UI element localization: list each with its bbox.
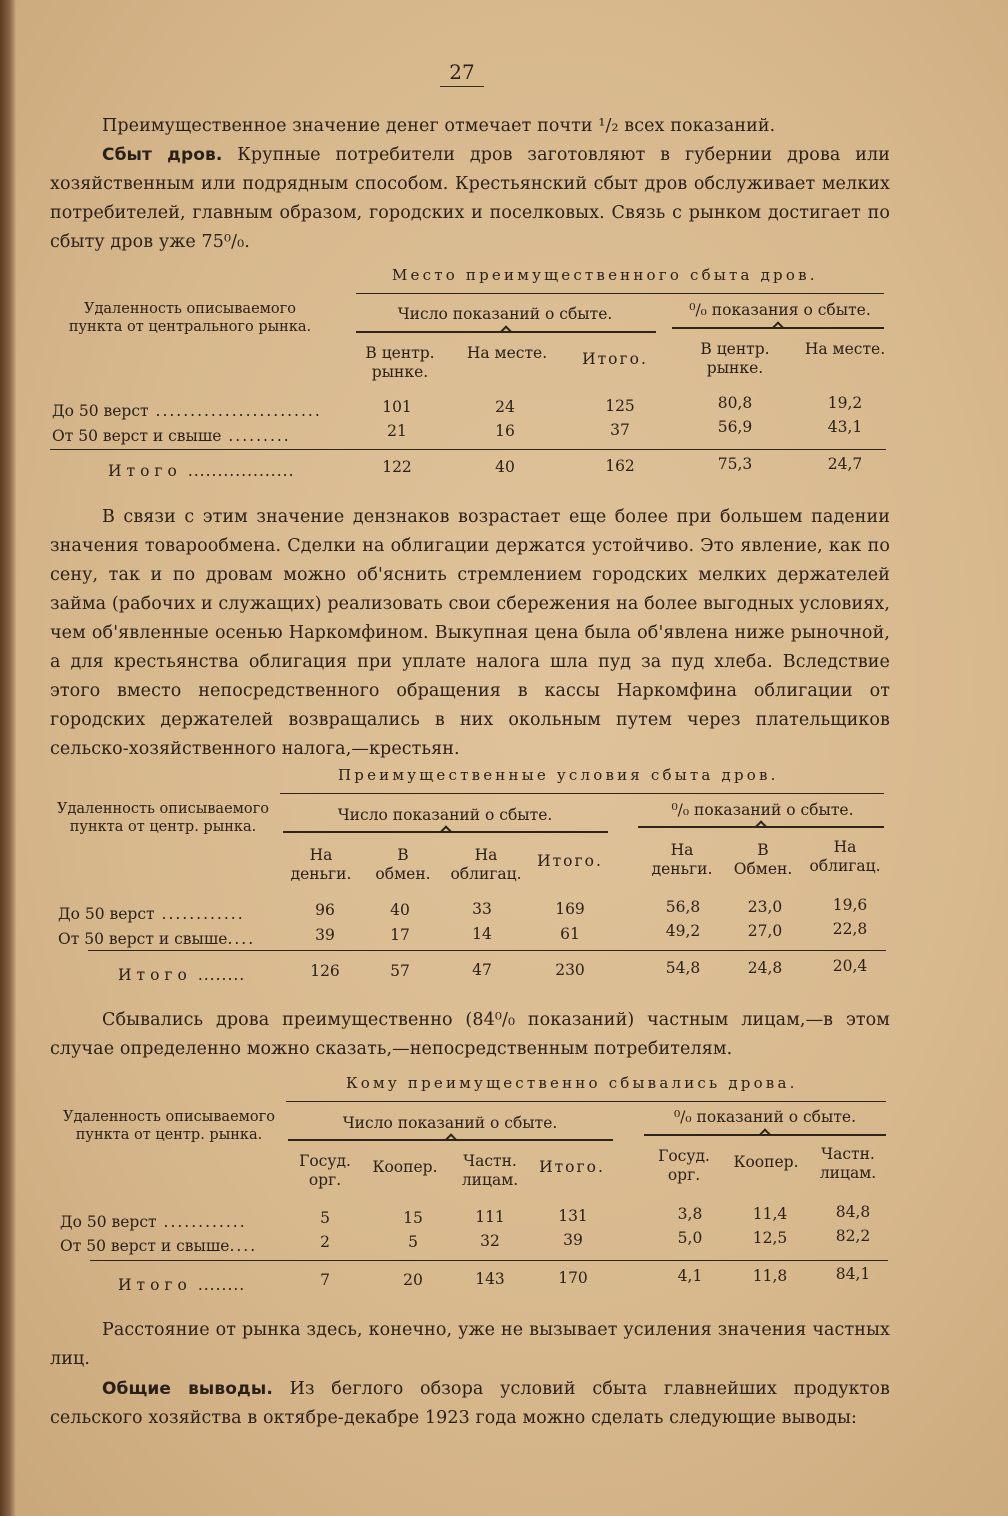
table-1-r1-c2: 37 xyxy=(610,421,630,439)
table-3-col-0: Госуд. орг. xyxy=(299,1152,351,1189)
table-3-r0-c1: 15 xyxy=(403,1209,423,1227)
conclusions-text: Из беглого обзора условий сбыта главнейших продуктов сельского хозяйства в октябре-декабре 1923 года можно сделать следующие выводы: xyxy=(50,1379,890,1428)
table-3-row-header: Удаленность описываемого пункта от центр. рынка. xyxy=(63,1109,275,1143)
table-3-t-c6: 84,1 xyxy=(835,1265,871,1283)
table-2-r0-c6: 19,6 xyxy=(832,896,868,914)
table-2-t-c2: 47 xyxy=(472,961,492,979)
table-1-r1-c1: 16 xyxy=(495,422,515,440)
table-1-pct-brace xyxy=(672,327,884,329)
firewood-text: Крупные потребители дров заготовляют в губернии дрова или хозяйственным или подрядным способом. Крестьянский сбыт дров обслуживает мелких потребителей, главным образом, городских и поселковых. Связь с рынком достигает по сбыту дров уже 75⁰/₀. xyxy=(50,145,890,252)
table-2-col-6: На облигац. xyxy=(809,838,881,875)
table-3-r1-c6: 82,2 xyxy=(835,1227,871,1245)
table-3-r0-c2: 111 xyxy=(475,1208,505,1226)
table-2-top-rule xyxy=(280,793,884,794)
table-3-total-rule xyxy=(90,1260,888,1261)
table-1-col-0: В центр. рынке. xyxy=(365,344,435,381)
table-2-r0-c4: 56,8 xyxy=(665,898,701,916)
table-3-r1-c1: 5 xyxy=(408,1233,418,1251)
table-3-group-pct: ⁰/₀ показаний о сбыте. xyxy=(673,1108,857,1126)
table-1-col-4: На месте. xyxy=(804,340,886,358)
table-1-group-count: Число показаний о сбыте. xyxy=(397,305,613,323)
table-2-group-count: Число показаний о сбыте. xyxy=(337,806,553,824)
paragraph-4: Расстояние от рынка здесь, конечно, уже не вызывает усиления значения частных лиц. xyxy=(50,1320,890,1369)
intro-paragraph: Преимущественное значение денег отмечает почти ¹/₂ всех показаний. xyxy=(102,116,776,136)
table-2-r0-c2: 33 xyxy=(472,900,492,918)
table-3-col-1: Коопер. xyxy=(372,1158,438,1176)
table-3-col-4: Госуд. орг. xyxy=(658,1147,710,1184)
table-2-r1-c3: 61 xyxy=(560,925,580,943)
table-2-r0-c1: 40 xyxy=(390,901,410,919)
table-3-t-c5: 11,8 xyxy=(752,1267,788,1285)
table-1-group-pct: ⁰/₀ показания о сбыте. xyxy=(689,301,871,319)
table-1-r0-c2: 125 xyxy=(605,397,635,415)
table-3-pct-brace xyxy=(644,1134,886,1136)
conclusions-section xyxy=(50,1375,890,1433)
conclusions-heading: Общие выводы. xyxy=(102,1379,273,1399)
table-3-col-6: Частн. лицам. xyxy=(819,1145,877,1182)
table-2-r1-c4: 49,2 xyxy=(665,922,701,940)
firewood-heading: Сбыт дров. xyxy=(102,145,223,165)
table-1-r0-c1: 24 xyxy=(495,398,515,416)
table-1-t-c0: 122 xyxy=(382,458,412,476)
table-2-group-pct: ⁰/₀ показаний о сбыте. xyxy=(671,801,854,819)
firewood-section xyxy=(50,141,890,257)
table-1-r0-c4: 19,2 xyxy=(827,394,863,412)
table-2-t-c5: 24,8 xyxy=(747,959,783,977)
table-1-r1-c4: 43,1 xyxy=(827,418,863,436)
table-3-title: Кому преимущественно сбывались дрова. xyxy=(346,1074,798,1092)
table-3-r1-c4: 5,0 xyxy=(677,1229,703,1247)
table-2-count-brace xyxy=(283,831,608,833)
table-3-r0-c0: 5 xyxy=(320,1209,330,1227)
table-3-col-3: Итого. xyxy=(539,1158,605,1176)
table-2-col-3: Итого. xyxy=(537,852,603,870)
table-1-t-c1: 40 xyxy=(495,458,515,476)
table-3-t-c1: 20 xyxy=(403,1271,423,1289)
table-3-total-label: Итого ........ xyxy=(118,1276,246,1294)
table-2-total-label: Итого ........ xyxy=(118,966,246,984)
table-1-col-1: На месте. xyxy=(466,344,548,362)
table-1-t-c4: 24,7 xyxy=(827,455,863,473)
table-1-row-1-label: От 50 верст и свыше ......... xyxy=(52,427,291,445)
table-3-count-brace xyxy=(288,1139,613,1141)
table-2-r1-c6: 22,8 xyxy=(832,920,868,938)
paragraph-3: Сбывались дрова преимущественно (84⁰/₀ показаний) частным лицам,—в этом случае определенно можно сказать,—непосредственным потребителям. xyxy=(50,1010,890,1059)
table-3-row-1-label: От 50 верст и свыше.... xyxy=(60,1237,258,1255)
table-3-r0-c3: 131 xyxy=(558,1207,588,1225)
table-2-col-0: На деньги. xyxy=(290,846,352,883)
table-2-col-1: В обмен. xyxy=(375,846,431,883)
table-3-col-5: Коопер. xyxy=(733,1153,799,1171)
table-3-t-c3: 170 xyxy=(558,1269,588,1287)
table-1-r1-c0: 21 xyxy=(387,422,407,440)
table-1-row-header: Удаленность описываемого пункта от центрального рынка. xyxy=(68,301,312,335)
table-3-r0-c5: 11,4 xyxy=(752,1205,788,1223)
table-1-total-label: Итого .................. xyxy=(108,462,295,480)
table-3-row-0-label: До 50 верст ............ xyxy=(60,1213,247,1231)
table-1-col-3: В центр. рынке. xyxy=(700,340,770,377)
table-3-r1-c0: 2 xyxy=(320,1233,330,1251)
table-2-r1-c2: 14 xyxy=(472,925,492,943)
table-3-t-c0: 7 xyxy=(320,1271,330,1289)
table-1-row-0-label: До 50 верст ........................ xyxy=(52,402,322,420)
table-2-title: Преимущественные условия сбыта дров. xyxy=(338,766,779,784)
table-3-t-c4: 4,1 xyxy=(677,1267,703,1285)
table-3-r1-c5: 12,5 xyxy=(752,1229,788,1247)
table-2-t-c6: 20,4 xyxy=(832,957,868,975)
table-3-r1-c2: 32 xyxy=(480,1232,500,1250)
table-2-t-c3: 230 xyxy=(555,961,585,979)
book-spine xyxy=(0,0,16,1516)
table-2-t-c1: 57 xyxy=(390,962,410,980)
table-1-col-2: Итого. xyxy=(582,350,648,368)
table-2-total-rule xyxy=(88,950,886,951)
table-2-col-2: На облигац. xyxy=(450,846,522,883)
table-1-top-rule xyxy=(356,293,884,294)
table-2-row-1-label: От 50 верст и свыше.... xyxy=(58,930,256,948)
table-1-count-brace xyxy=(356,331,656,333)
table-2-row-0-label: До 50 верст ............ xyxy=(58,905,245,923)
table-1-r0-c3: 80,8 xyxy=(717,394,753,412)
table-2-r0-c0: 96 xyxy=(315,901,335,919)
table-1-t-c3: 75,3 xyxy=(717,455,753,473)
table-3-top-rule xyxy=(286,1101,886,1102)
table-1-r0-c0: 101 xyxy=(382,398,412,416)
table-1-total-rule xyxy=(50,449,886,450)
table-2-col-4: На деньги. xyxy=(651,841,713,878)
table-3-r1-c3: 39 xyxy=(563,1231,583,1249)
table-2-row-header: Удаленность описываемого пункта от центр. рынка. xyxy=(57,801,269,835)
table-1-t-c2: 162 xyxy=(605,457,635,475)
table-3-t-c2: 143 xyxy=(475,1270,505,1288)
table-2-r1-c1: 17 xyxy=(390,926,410,944)
table-2-t-c4: 54,8 xyxy=(665,959,701,977)
table-2-col-5: В Обмен. xyxy=(733,841,793,878)
table-2-t-c0: 126 xyxy=(310,962,340,980)
table-3-col-2: Частн. лицам. xyxy=(461,1152,519,1189)
table-2-r1-c5: 27,0 xyxy=(747,922,783,940)
table-3-r0-c4: 3,8 xyxy=(677,1205,703,1223)
page-number: 27 xyxy=(440,60,484,87)
table-2-pct-brace xyxy=(638,826,884,828)
table-2-r1-c0: 39 xyxy=(315,926,335,944)
table-2-r0-c5: 23,0 xyxy=(747,898,783,916)
table-1-r1-c3: 56,9 xyxy=(717,418,753,436)
table-1-title: Место преимущественного сбыта дров. xyxy=(392,266,818,284)
table-3-group-count: Число показаний о сбыте. xyxy=(342,1114,558,1132)
table-3-r0-c6: 84,8 xyxy=(835,1203,871,1221)
table-2-r0-c3: 169 xyxy=(555,900,585,918)
paragraph-2: В связи с этим значение дензнаков возрастает еще более при большем падении значения товарообмена. Сделки на облигации держатся устойчиво. Это явление, как по сену, так и по дровам можно об'яснить стремлением городских мелких держателей займа (рабочих и служащих) реализовать свои сбережения на более выгодных условиях, чем об'явленные осенью Наркомфином. Выкупная цена была об'явлена ниже рыночной, а для крестьянства облигация при уплате налога шла пуд за пуд хлеба. Вследствие этого вместо непосредственного обращения в кассы Наркомфина облигации от городских держателей возвращались в них окольным путем через плательщиков сельско-хозяйственного налога,—крестьян. xyxy=(50,507,890,759)
